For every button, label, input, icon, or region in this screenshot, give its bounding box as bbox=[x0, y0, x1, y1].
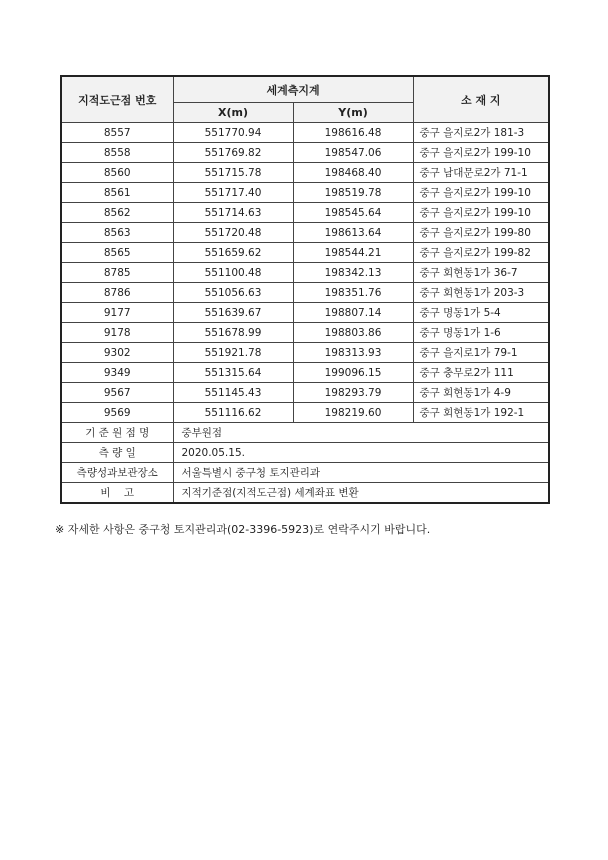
header-world-coord: 세계측지계 bbox=[173, 76, 413, 103]
table-row bbox=[61, 303, 549, 323]
cell-x: 551315.64 bbox=[173, 363, 293, 383]
cell-y: 198351.76 bbox=[293, 283, 413, 303]
info-label: 측 량 일 bbox=[61, 443, 173, 463]
cell-y: 198342.13 bbox=[293, 263, 413, 283]
cell-location: 중구 충무로2가 111 bbox=[413, 363, 549, 383]
cell-location: 중구 을지로2가 181-3 bbox=[413, 123, 549, 143]
info-value: 지적기준점(지적도근점) 세계좌표 변환 bbox=[173, 483, 549, 504]
cell-location: 중구 회현동1가 36-7 bbox=[413, 263, 549, 283]
cell-point-no: 8786 bbox=[61, 283, 173, 303]
cell-x: 551770.94 bbox=[173, 123, 293, 143]
cell-location: 중구 을지로2가 199-80 bbox=[413, 223, 549, 243]
header-point-no: 지적도근점 번호 bbox=[61, 76, 173, 123]
cell-point-no: 8557 bbox=[61, 123, 173, 143]
cell-location: 중구 회현동1가 192-1 bbox=[413, 403, 549, 423]
cell-y: 198519.78 bbox=[293, 183, 413, 203]
cell-point-no: 9567 bbox=[61, 383, 173, 403]
cell-x: 551056.63 bbox=[173, 283, 293, 303]
cell-y: 198313.93 bbox=[293, 343, 413, 363]
table-row bbox=[61, 363, 549, 383]
cell-x: 551678.99 bbox=[173, 323, 293, 343]
cell-location: 중구 남대문로2가 71-1 bbox=[413, 163, 549, 183]
info-label: 측량성과보관장소 bbox=[61, 463, 173, 483]
header-y: Y(m) bbox=[293, 103, 413, 123]
cell-location: 중구 회현동1가 203-3 bbox=[413, 283, 549, 303]
cell-y: 198803.86 bbox=[293, 323, 413, 343]
cell-point-no: 9178 bbox=[61, 323, 173, 343]
info-label: 기 준 원 점 명 bbox=[61, 423, 173, 443]
cell-y: 198545.64 bbox=[293, 203, 413, 223]
cell-location: 중구 을지로2가 199-82 bbox=[413, 243, 549, 263]
cell-point-no: 8560 bbox=[61, 163, 173, 183]
cell-location: 중구 을지로1가 79-1 bbox=[413, 343, 549, 363]
cell-x: 551720.48 bbox=[173, 223, 293, 243]
cell-y: 198468.40 bbox=[293, 163, 413, 183]
table-row bbox=[61, 223, 549, 243]
cell-point-no: 8565 bbox=[61, 243, 173, 263]
cell-x: 551639.67 bbox=[173, 303, 293, 323]
cell-y: 199096.15 bbox=[293, 363, 413, 383]
table-row bbox=[61, 383, 549, 403]
cell-x: 551659.62 bbox=[173, 243, 293, 263]
cell-x: 551921.78 bbox=[173, 343, 293, 363]
info-row bbox=[61, 443, 549, 463]
cell-y: 198547.06 bbox=[293, 143, 413, 163]
cell-y: 198807.14 bbox=[293, 303, 413, 323]
info-label: 비 고 bbox=[61, 483, 173, 504]
cell-x: 551769.82 bbox=[173, 143, 293, 163]
cell-y: 198544.21 bbox=[293, 243, 413, 263]
cell-x: 551100.48 bbox=[173, 263, 293, 283]
cell-point-no: 8558 bbox=[61, 143, 173, 163]
info-value: 2020.05.15. bbox=[173, 443, 549, 463]
cell-x: 551116.62 bbox=[173, 403, 293, 423]
control-point-table bbox=[60, 75, 550, 504]
info-row bbox=[61, 463, 549, 483]
table-row bbox=[61, 123, 549, 143]
info-value: 중부원점 bbox=[173, 423, 549, 443]
cell-x: 551715.78 bbox=[173, 163, 293, 183]
header-location: 소 재 지 bbox=[413, 76, 549, 123]
cell-point-no: 8785 bbox=[61, 263, 173, 283]
cell-point-no: 8561 bbox=[61, 183, 173, 203]
cell-y: 198293.79 bbox=[293, 383, 413, 403]
cell-x: 551717.40 bbox=[173, 183, 293, 203]
cell-location: 중구 명동1가 5-4 bbox=[413, 303, 549, 323]
table-row bbox=[61, 163, 549, 183]
info-value: 서울특별시 중구청 토지관리과 bbox=[173, 463, 549, 483]
cell-location: 중구 을지로2가 199-10 bbox=[413, 143, 549, 163]
cell-point-no: 9302 bbox=[61, 343, 173, 363]
cell-location: 중구 을지로2가 199-10 bbox=[413, 203, 549, 223]
cell-location: 중구 을지로2가 199-10 bbox=[413, 183, 549, 203]
table-row bbox=[61, 263, 549, 283]
cell-point-no: 9569 bbox=[61, 403, 173, 423]
contact-note: ※ 자세한 사항은 중구청 토지관리과(02-3396-5923)로 연락주시기 바랍니다. bbox=[55, 523, 431, 536]
cell-point-no: 9177 bbox=[61, 303, 173, 323]
cell-x: 551145.43 bbox=[173, 383, 293, 403]
table-row bbox=[61, 243, 549, 263]
table-row bbox=[61, 343, 549, 363]
info-row bbox=[61, 483, 549, 504]
info-section bbox=[61, 423, 549, 504]
table-body bbox=[61, 123, 549, 423]
info-row bbox=[61, 423, 549, 443]
header-x: X(m) bbox=[173, 103, 293, 123]
cell-point-no: 8562 bbox=[61, 203, 173, 223]
table-row bbox=[61, 403, 549, 423]
table-row bbox=[61, 323, 549, 343]
table-row bbox=[61, 283, 549, 303]
table-row bbox=[61, 183, 549, 203]
table-row bbox=[61, 143, 549, 163]
cell-location: 중구 회현동1가 4-9 bbox=[413, 383, 549, 403]
cell-y: 198219.60 bbox=[293, 403, 413, 423]
cell-y: 198616.48 bbox=[293, 123, 413, 143]
cell-y: 198613.64 bbox=[293, 223, 413, 243]
cell-x: 551714.63 bbox=[173, 203, 293, 223]
table-row bbox=[61, 203, 549, 223]
cell-point-no: 8563 bbox=[61, 223, 173, 243]
cell-location: 중구 명동1가 1-6 bbox=[413, 323, 549, 343]
cell-point-no: 9349 bbox=[61, 363, 173, 383]
